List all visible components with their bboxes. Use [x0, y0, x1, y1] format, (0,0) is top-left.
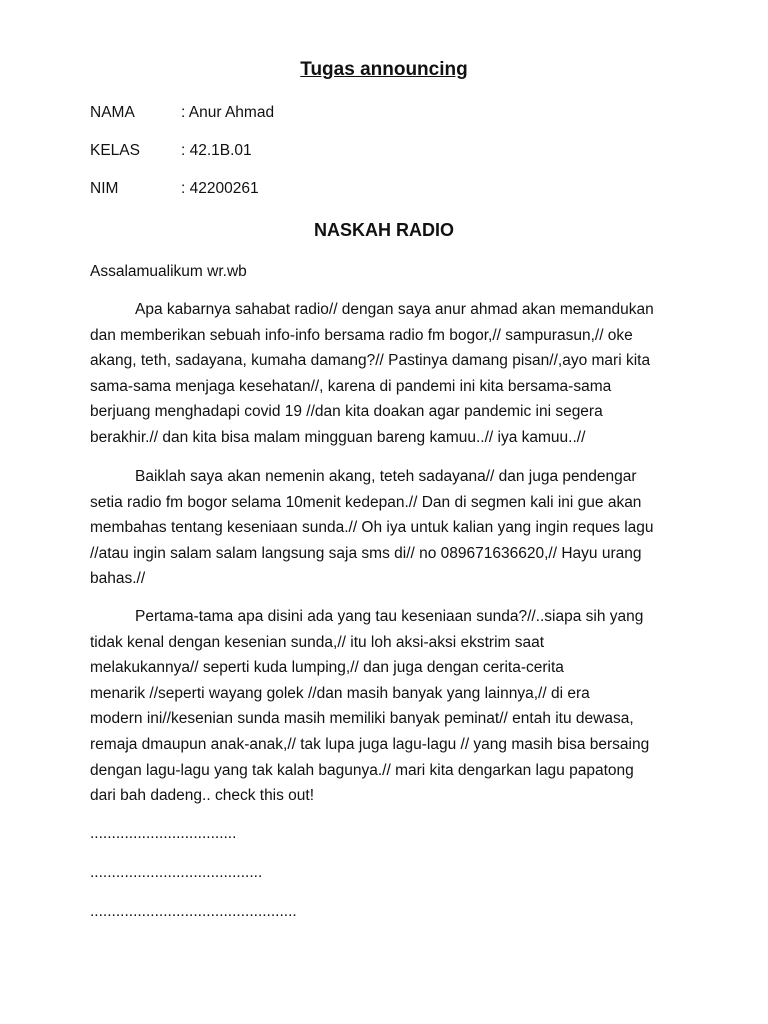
paragraph-line: akang, teth, sadayana, kumaha damang?// Pastinya damang pisan//,ayo mari kita [90, 352, 651, 370]
paragraph-3 [90, 604, 690, 809]
paragraph-line: dari bah dadeng.. check this out! [90, 787, 315, 805]
paragraph-line: melakukannya// seperti kuda lumping,// dan juga dengan cerita-cerita [90, 659, 564, 677]
section-title: NASKAH RADIO [313, 220, 454, 240]
paragraph-line: //atau ingin salam salam langsung saja sms di// no 089671636620,// Hayu urang [90, 544, 642, 562]
paragraph-line: sama-sama menjaga kesehatan//, karena di pandemi ini kita bersama-sama [90, 377, 612, 395]
paragraph-line: dan memberikan sebuah info-info bersama radio fm bogor,// sampurasun,// oke [90, 326, 633, 344]
paragraph-line: setia radio fm bogor selama 10menit kedepan.// Dan di segmen kali ini gue akan [90, 493, 642, 511]
dotted-line: .................................. [90, 825, 237, 842]
paragraph-line: remaja dmaupun anak-anak,// tak lupa juga lagu-lagu // yang masih bisa bersaing [90, 735, 650, 753]
field-value: : 42200261 [181, 180, 259, 197]
paragraph-1 [90, 297, 690, 451]
dotted-line: ........................................ [90, 864, 263, 881]
field-label: NIM [90, 180, 119, 197]
paragraph-2 [90, 464, 690, 592]
paragraph-line: berakhir.// dan kita bisa malam mingguan bareng kamuu..// iya kamuu..// [90, 428, 586, 446]
paragraph-line: Apa kabarnya sahabat radio// dengan saya anur ahmad akan memandukan [135, 301, 654, 318]
paragraph-line: membahas tentang keseniaan sunda.// Oh iya untuk kalian yang ingin reques lagu [90, 519, 654, 537]
paragraph-line: Baiklah saya akan nemenin akang, teteh sadayana// dan juga pendengar [135, 468, 637, 485]
greeting-text: Assalamualikum wr.wb [90, 263, 247, 280]
paragraph-line: modern ini//kesenian sunda masih memiliki banyak peminat// entah itu dewasa, [90, 710, 634, 728]
dotted-line: ................................................ [90, 903, 297, 920]
paragraph-line: tidak kenal dengan kesenian sunda,// itu loh aksi-aksi ekstrim saat [90, 633, 545, 651]
field-label: KELAS [90, 142, 140, 159]
paragraph-line: dengan lagu-lagu yang tak kalah bagunya.// mari kita dengarkan lagu papatong [90, 761, 634, 779]
field-value: : Anur Ahmad [181, 104, 275, 121]
field-label: NAMA [90, 104, 135, 121]
paragraph-line: berjuang menghadapi covid 19 //dan kita doakan agar pandemic ini segera [90, 403, 603, 421]
document-title: Tugas announcing [300, 59, 468, 80]
paragraph-line: bahas.// [90, 570, 146, 588]
paragraph-line: Pertama-tama apa disini ada yang tau keseniaan sunda?//..siapa sih yang [135, 608, 644, 625]
field-value: : 42.1B.01 [181, 142, 252, 159]
paragraph-line: menarik //seperti wayang golek //dan masih banyak yang lainnya,// di era [90, 684, 590, 702]
